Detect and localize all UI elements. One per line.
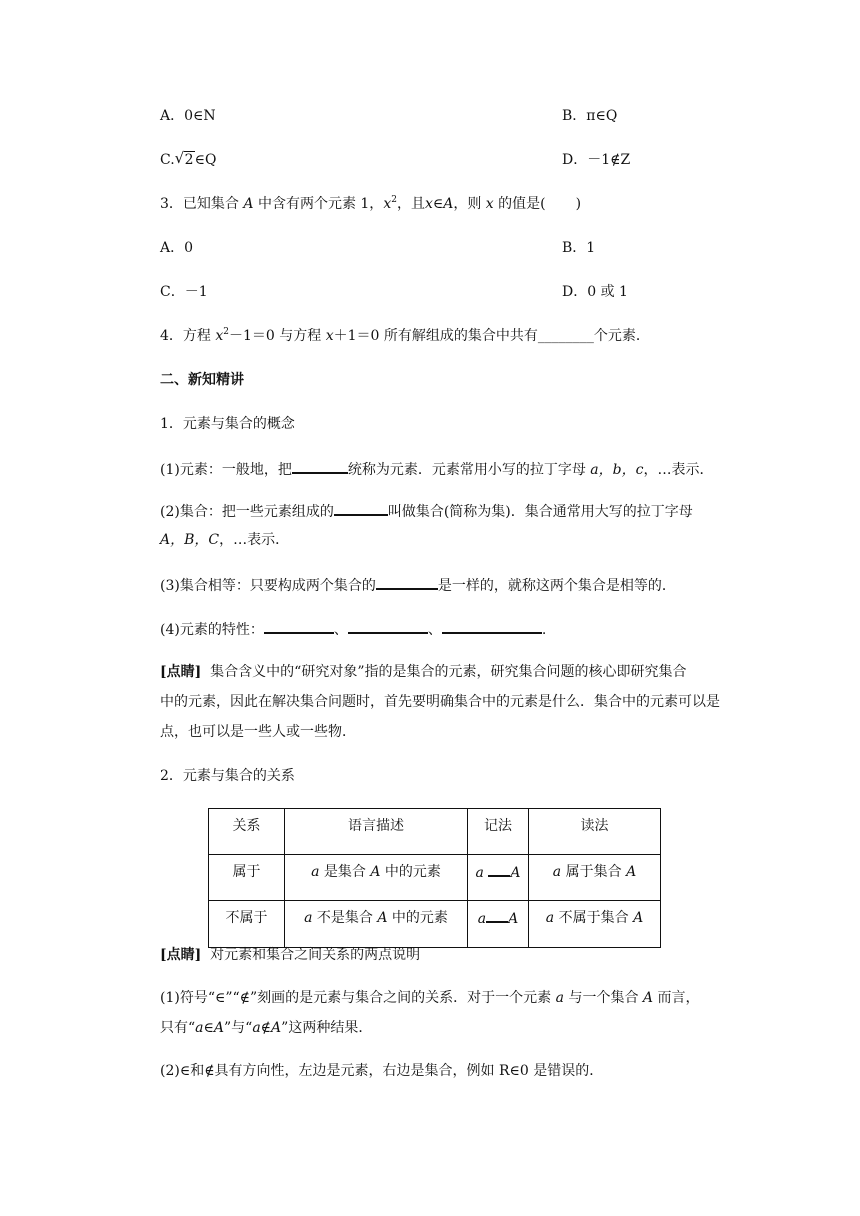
q4-stem: 4．方程 $x^2-1=0$ 与方程 x＋1＝0 所有解组成的集合中共有________个元素．: [160, 327, 650, 344]
relation-table: [208, 808, 661, 948]
fill-blank: [264, 618, 334, 634]
note1-line-3: 点，也可以是一些人或一些物．: [160, 724, 356, 740]
table-cell: 不属于: [209, 901, 285, 948]
table-header: 记法: [468, 809, 529, 855]
subsection-title-2: 2．元素与集合的关系: [160, 768, 295, 784]
q3-option-row-2: [160, 282, 628, 302]
table-cell: 属于: [209, 855, 285, 901]
note1-line-2: 中的元素，因此在解决集合问题时，首先要明确集合中的元素是什么．集合中的元素可以是: [160, 694, 720, 710]
table-header: 读法: [529, 809, 661, 855]
concept-properties: (4)元素的特性： 、 、 .: [160, 618, 546, 640]
q2-option-a: A．0∈N: [160, 108, 216, 124]
table-cell: a 不属于集合 A: [529, 901, 661, 948]
q2-option-c: C. √ 2∈Q: [160, 149, 217, 168]
table-header: 语言描述: [285, 809, 468, 855]
table-header-row: [209, 809, 661, 855]
note-tag: [点睛]: [160, 664, 202, 680]
fill-blank: [488, 861, 510, 877]
fill-blank: [292, 458, 348, 474]
table-header: 关系: [209, 809, 285, 855]
table-cell: a 是集合 A 中的元素: [285, 855, 468, 901]
table-cell: a A: [468, 855, 529, 901]
q3-option-row-1: [160, 238, 596, 258]
concept-set: (2)集合：把一些元素组成的 叫做集合(简称为集)．集合通常用大写的拉丁字母: [160, 500, 693, 522]
table-row: [209, 855, 661, 901]
concept-equal: (3)集合相等：只要构成两个集合的 是一样的，就称这两个集合是相等的．: [160, 574, 676, 596]
note2-line-3: (2)∈和∉具有方向性，左边是元素，右边是集合，例如 R∈0 是错误的．: [160, 1063, 604, 1079]
fill-blank: [376, 574, 438, 590]
section-title: 二、新知精讲: [160, 372, 244, 388]
note1-line-1: [点睛] 集合含义中的“研究对象”指的是集合的元素，研究集合问题的核心即研究集合: [160, 664, 687, 680]
q3-stem: 3．已知集合 A 中含有两个元素 1，$x^2$，且x∈A，则 x 的值是( ): [160, 195, 582, 212]
q3-option-d: D．0 或 1: [562, 284, 628, 300]
q2-option-row-1: [160, 106, 618, 126]
q3-option-c: C．－1: [160, 284, 208, 300]
q2-option-row-2: [160, 149, 631, 170]
q3-option-a: A．0: [160, 240, 194, 256]
fill-blank: [486, 907, 508, 923]
concept-element: (1)元素：一般地，把 统称为元素．元素常用小写的拉丁字母 a，b，c，…表示．: [160, 458, 713, 480]
q3-option-b: B．1: [562, 240, 596, 256]
sqrt-symbol: √ 2: [174, 149, 194, 168]
note2-line-1: (1)符号“∈”“∉”刻画的是元素与集合之间的关系．对于一个元素 a 与一个集合 A 而言，: [160, 990, 700, 1006]
table-cell: a A: [468, 901, 529, 948]
note2-title: [点睛] 对元素和集合之间关系的两点说明: [160, 947, 421, 963]
q2-option-b: B．π∈Q: [562, 108, 618, 124]
table-cell: a 不是集合 A 中的元素: [285, 901, 468, 948]
table-cell: a 属于集合 A: [529, 855, 661, 901]
concept-set-cont: A，B，C，…表示．: [160, 532, 290, 548]
fill-blank: [334, 500, 388, 516]
subsection-title-1: 1．元素与集合的概念: [160, 416, 295, 432]
fill-blank: [348, 618, 428, 634]
table-row: [209, 901, 661, 948]
note2-line-2: 只有“a∈A”与“a∉A”这两种结果．: [160, 1020, 373, 1036]
q2-option-d: D．－1∉Z: [562, 152, 631, 168]
note-tag: [点睛]: [160, 947, 202, 963]
fill-blank: [442, 618, 542, 634]
